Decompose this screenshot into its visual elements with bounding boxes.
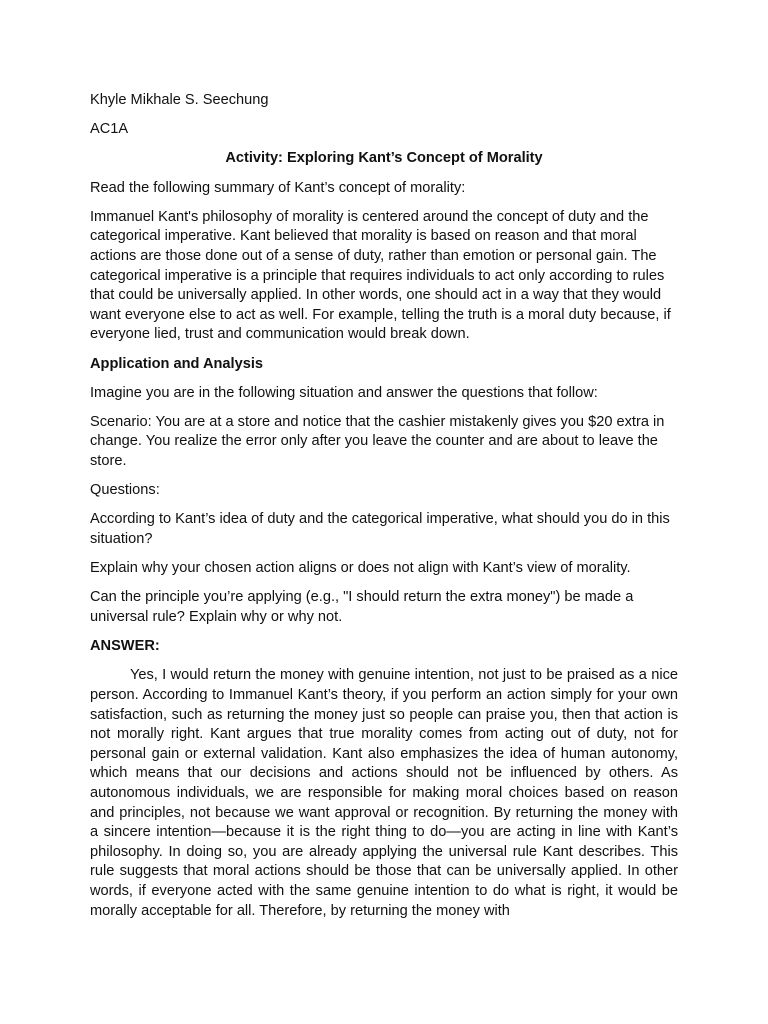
application-heading: Application and Analysis [90,355,263,372]
class-section: AC1A [90,121,129,138]
answer-paragraph: Yes, I would return the money with genuine intention, not just to be praised as a nice person. According to Immanuel Kant’s theory, if you perform an action simply for your own satisfaction, such as returning the money just so people can praise you, then that action is not morally right. Kant argues that true morality comes from acting out of duty, not for personal gain or external validation. Kant also emphasizes the idea of human autonomy, which means that our decisions and actions should not be influenced by others. As autonomous individuals, we are responsible for making moral choices based on reason and principles, not because we want approval or recognition. By returning the money with a sincere intention—because it is the right thing to do—you are acting in line with Kant’s philosophy. In doing so, you are already applying the universal rule Kant describes. This rule suggests that moral actions should be those that can be universally applied. In other words, if everyone acted with the same genuine intention to do what is right, it would be morally acceptable for all. Therefore, by returning the money with [90,667,678,919]
summary-paragraph: Immanuel Kant's philosophy of morality is centered around the concept of duty and the categorical imperative. Kant believed that morality is based on reason and that moral actions are those done out of a sense of duty, rather than emotion or personal gain. The categorical imperative is a principle that requires individuals to act only according to rules that could be universally applied. In other words, one should act in a way that they would want everyone else to act as well. For example, telling the truth is a moral duty because, if everyone lied, trust and communication would break down. [90,208,671,343]
questions-label: Questions: [90,482,160,499]
question-1: According to Kant’s idea of duty and the categorical imperative, what should you do in this situation? [90,511,670,548]
question-2: Explain why your chosen action aligns or does not align with Kant’s view of morality. [90,560,631,577]
intro-paragraph: Read the following summary of Kant’s concept of morality: [90,179,466,196]
question-3: Can the principle you’re applying (e.g., "I should return the extra money") be made a universal rule? Explain why or why not. [90,589,634,625]
document-title: Activity: Exploring Kant’s Concept of Morality [225,150,543,167]
scenario-paragraph: Scenario: You are at a store and notice that the cashier mistakenly gives you $20 extra in change. You realize the error only after you leave the counter and are about to leave the store. [90,413,665,470]
answer-heading: ANSWER: [90,638,160,655]
situation-prompt: Imagine you are in the following situation and answer the questions that follow: [90,384,598,401]
author-name: Khyle Mikhale S. Seechung [90,92,269,108]
